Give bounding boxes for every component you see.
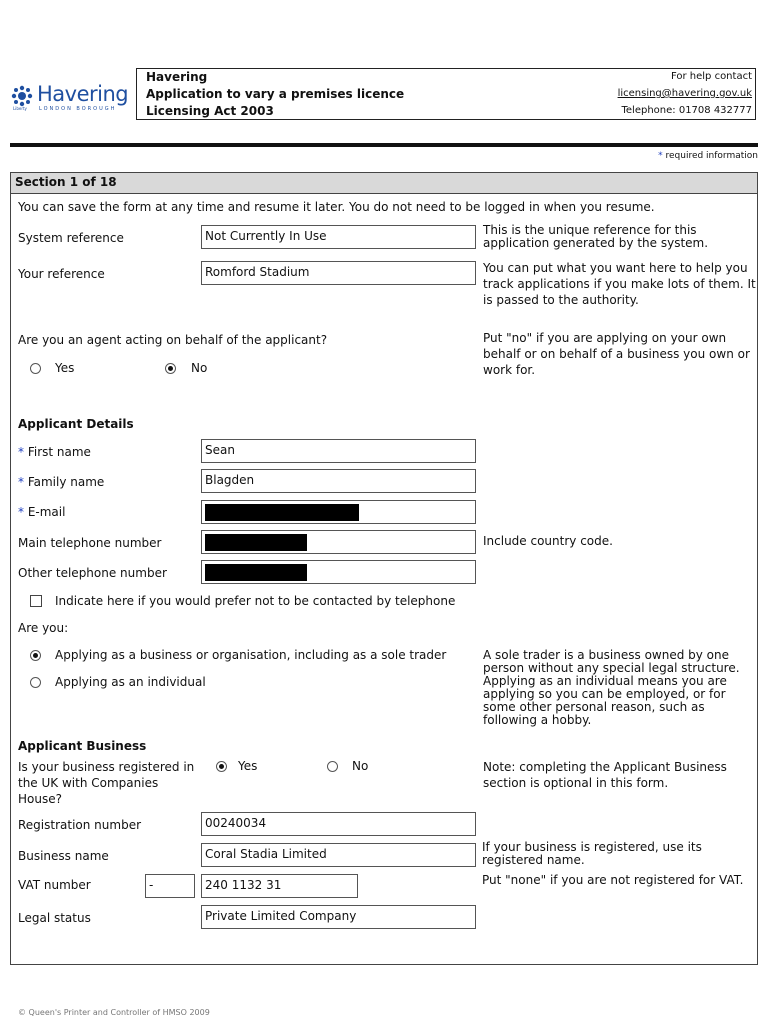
required-info-note: [658, 151, 758, 161]
note-line: Note: completing the Applicant Business: [483, 760, 727, 774]
help-line: behalf or on behalf of a business you own or: [483, 347, 750, 361]
header-line-1: Havering: [146, 70, 208, 84]
required-star: *: [18, 445, 24, 459]
redacted-value: [205, 564, 307, 581]
help-line: following a hobby.: [483, 713, 592, 727]
first-name-label-text: First name: [27, 445, 91, 459]
logo-tagline: Liberty: [13, 106, 27, 111]
registered-yes-label: Yes: [238, 759, 258, 773]
applying-as-individual-label: Applying as an individual: [55, 675, 206, 689]
help-line: A sole trader is a business owned by one: [483, 648, 730, 662]
question-line: Is your business registered in: [18, 760, 195, 774]
required-info-text: required information: [665, 151, 758, 161]
help-line: work for.: [483, 363, 536, 377]
header-divider: [10, 143, 758, 147]
section-intro: You can save the form at any time and resume it later. You do not need to be logged in when you resume.: [18, 200, 655, 214]
main-telephone-label: Main telephone number: [18, 536, 162, 550]
your-reference-help: [483, 260, 756, 308]
help-line: registered name.: [482, 853, 585, 867]
agent-help: [483, 330, 750, 378]
help-line: Applying as an individual means you are: [483, 674, 727, 688]
help-line: some other personal reason, such as: [483, 700, 705, 714]
help-line: person without any special legal structure.: [483, 661, 740, 675]
registered-question: [18, 759, 194, 807]
applying-as-individual-radio[interactable]: [30, 677, 41, 688]
note-line: section is optional in this form.: [483, 776, 669, 790]
applying-as-business-label: Applying as a business or organisation, including as a sole trader: [55, 648, 447, 662]
applicant-business-heading: Applicant Business: [18, 739, 147, 753]
no-telephone-checkbox[interactable]: [30, 595, 42, 607]
required-star: *: [18, 475, 24, 489]
first-name-field[interactable]: Sean: [201, 439, 476, 463]
agent-no-label: No: [191, 361, 208, 375]
legal-status-label: Legal status: [18, 911, 91, 925]
are-you-help: [483, 649, 740, 727]
help-line: You can put what you want here to help you: [483, 261, 748, 275]
question-line: the UK with Companies: [18, 776, 159, 790]
redacted-value: [205, 504, 359, 521]
help-email-link[interactable]: licensing@havering.gov.uk: [617, 88, 752, 99]
vat-number-label: VAT number: [18, 878, 91, 892]
email-label: [18, 505, 65, 519]
family-name-label: [18, 475, 104, 489]
help-line: track applications if you make lots of them. It: [483, 277, 756, 291]
header-line-3: Licensing Act 2003: [146, 104, 274, 118]
header-line-2: Application to vary a premises licence: [146, 87, 405, 101]
business-name-field[interactable]: Coral Stadia Limited: [201, 843, 476, 867]
family-name-field[interactable]: Blagden: [201, 469, 476, 493]
help-telephone: Telephone: 01708 432777: [621, 105, 752, 116]
business-name-help: [482, 841, 702, 867]
help-line: is passed to the authority.: [483, 293, 639, 307]
vat-country-prefix-field[interactable]: -: [145, 874, 195, 898]
crest-icon: [10, 85, 34, 107]
system-reference-help: [483, 224, 708, 250]
telephone-help: Include country code.: [483, 534, 613, 548]
email-label-text: E-mail: [27, 505, 66, 519]
vat-help: Put "none" if you are not registered for VAT.: [482, 873, 744, 887]
required-star: *: [658, 151, 663, 161]
no-telephone-label: Indicate here if you would prefer not to be contacted by telephone: [55, 594, 456, 608]
agent-question: Are you an agent acting on behalf of the applicant?: [18, 333, 328, 347]
help-line: If your business is registered, use its: [482, 840, 702, 854]
help-line: applying so you can be employed, or for: [483, 687, 726, 701]
section-header: [11, 173, 757, 194]
copyright-footer: © Queen's Printer and Controller of HMSO 2009: [18, 1008, 210, 1017]
applicant-details-heading: Applicant Details: [18, 417, 134, 431]
help-line: Put "no" if you are applying on your own: [483, 331, 727, 345]
first-name-label: [18, 445, 91, 459]
system-reference-label: System reference: [18, 231, 124, 245]
vat-number-field[interactable]: 240 1132 31: [201, 874, 358, 898]
business-name-label: Business name: [18, 849, 109, 863]
agent-no-radio[interactable]: [165, 363, 176, 374]
other-telephone-field[interactable]: [201, 560, 476, 584]
your-reference-label: Your reference: [18, 267, 105, 281]
registration-number-field[interactable]: 00240034: [201, 812, 476, 836]
system-reference-field[interactable]: Not Currently In Use: [201, 225, 476, 249]
redacted-value: [205, 534, 307, 551]
agent-yes-label: Yes: [55, 361, 75, 375]
required-star: *: [18, 505, 24, 519]
other-telephone-label: Other telephone number: [18, 566, 167, 580]
help-line: application generated by the system.: [483, 236, 709, 250]
registered-no-label: No: [352, 759, 369, 773]
legal-status-field[interactable]: Private Limited Company: [201, 905, 476, 929]
main-telephone-field[interactable]: [201, 530, 476, 554]
email-field[interactable]: [201, 500, 476, 524]
logo-subtitle: LONDON BOROUGH: [39, 106, 117, 112]
your-reference-field[interactable]: Romford Stadium: [201, 261, 476, 285]
business-optional-note: [483, 759, 727, 791]
havering-logo: [10, 82, 132, 114]
help-contact-label: For help contact: [670, 71, 752, 82]
section-title: Section 1 of 18: [15, 175, 117, 189]
question-line: House?: [18, 792, 62, 806]
registration-number-label: Registration number: [18, 818, 142, 832]
applying-as-business-radio[interactable]: [30, 650, 41, 661]
logo-wordmark: Havering: [37, 82, 129, 106]
agent-yes-radio[interactable]: [30, 363, 41, 374]
family-name-label-text: Family name: [27, 475, 105, 489]
help-line: This is the unique reference for this: [483, 223, 697, 237]
are-you-label: Are you:: [18, 621, 69, 635]
registered-yes-radio[interactable]: [216, 761, 227, 772]
registered-no-radio[interactable]: [327, 761, 338, 772]
